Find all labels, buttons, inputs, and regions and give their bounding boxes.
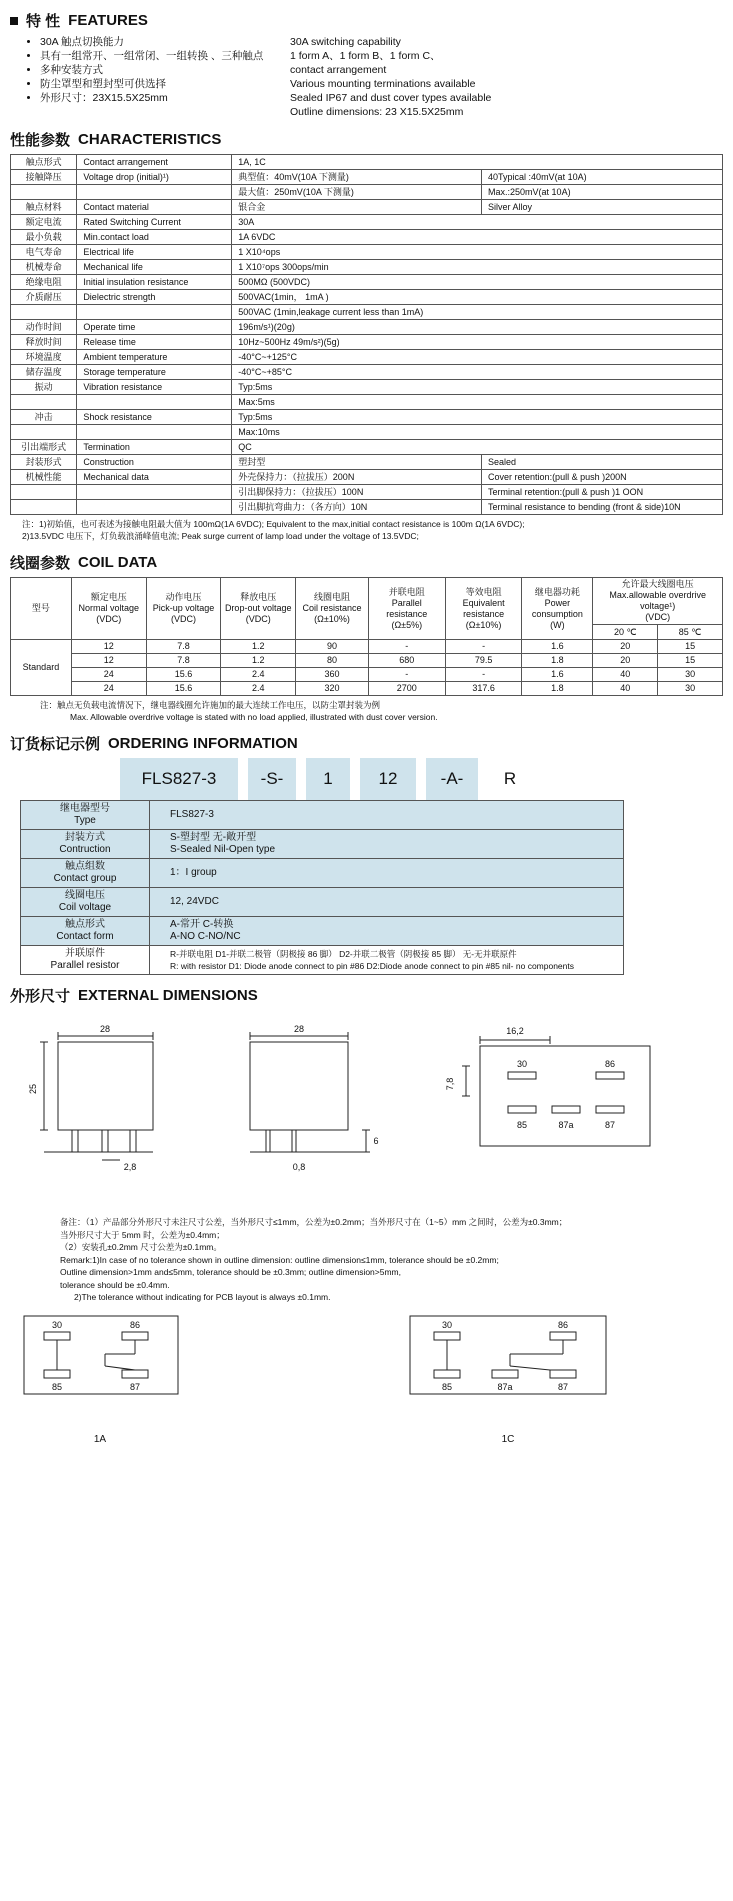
coil-notes (40, 699, 733, 723)
char-cell-en: Ambient temperature (77, 350, 232, 365)
code-type: FLS827-3 (120, 758, 238, 800)
table-row (11, 640, 723, 654)
note-line: 2)13.5VDC 电压下，灯负载浪涌峰值电流; Peak surge current of lamp load under the voltage of 13.5VDC; (22, 531, 419, 541)
char-cell-cn: 振动 (11, 380, 77, 395)
cell: 24 (71, 682, 146, 696)
char-cell-cn: 介质耐压 (11, 290, 77, 305)
char-cell-cn: 释放时间 (11, 335, 77, 350)
cell: 1.6 (522, 640, 593, 654)
ordering-heading-en: ORDERING INFORMATION (108, 735, 298, 752)
char-cell-cn: 封装形式 (11, 455, 77, 470)
char-cell-cn: 机械寿命 (11, 260, 77, 275)
cell: 40 (593, 668, 658, 682)
cell: 80 (296, 654, 369, 668)
cell: 15 (658, 640, 723, 654)
char-cell-en: Mechanical life (77, 260, 232, 275)
code-parallel-resistor: R (503, 769, 517, 788)
ordering-label-coil-voltage: 线圈电压 Coil voltage (21, 888, 150, 917)
cell: 2.4 (221, 682, 296, 696)
ordering-value-contact-form: A-常开 C-转换 A-NO C-NO/NC (150, 917, 624, 946)
schem-c-pin-87: 87 (557, 1381, 569, 1392)
list-item: 30A switching capability (290, 36, 401, 48)
char-cell-value: 500MΩ (500VDC) (232, 275, 723, 290)
features-cn-column (22, 35, 290, 119)
dimension-drawings (10, 1010, 723, 1210)
ordering-value-parallel-resistor: R-并联电阻 D1-并联二极管（阴极接 86 脚） D2-并联二极管（阴极接 85 脚） 无-无并联原件 R: with resistor D1: Diode anode connect to pin #86 D2:Diode anode connect to pin #85 nil- no components (150, 946, 624, 975)
features-en-column (290, 35, 620, 119)
ordering-code-row (120, 758, 723, 800)
pin-30-label: 30 (516, 1059, 528, 1069)
ordering-value-type: FLS827-3 (150, 801, 624, 830)
table-row (11, 455, 723, 470)
dim2-height-label: 6 (373, 1136, 379, 1146)
note-line: 注：触点无负载电流情况下，继电器线圈允许施加的最大连续工作电压，以防尘罩封装为例 (40, 700, 381, 710)
char-cell-value: 30A (232, 215, 723, 230)
schem-c-pin-30: 30 (441, 1319, 453, 1330)
characteristics-heading (10, 129, 733, 150)
cell: - (368, 668, 445, 682)
char-cell-value: 10Hz~500Hz 49m/s²)(5g) (232, 335, 723, 350)
cell: 7.8 (146, 640, 221, 654)
ordering-block (10, 758, 723, 975)
char-cell-value: -40°C~+125°C (232, 350, 723, 365)
remark-line: 备注：（1）产品部分外形尺寸未注尺寸公差，当外形尺寸≤1mm，公差为±0.2mm；当外形尺寸在（1~5）mm 之间时，公差为±0.3mm； (60, 1217, 568, 1227)
table-row (11, 215, 723, 230)
table-row (11, 185, 723, 200)
char-cell-en: Construction (77, 455, 232, 470)
cell: 1.2 (221, 654, 296, 668)
dimensions-heading-cn: 外形尺寸 (10, 988, 71, 1005)
char-cell-cn: 环境温度 (11, 350, 77, 365)
cell: 20 (593, 640, 658, 654)
coil-col-overdrive-20c: 20 ℃ (593, 625, 658, 640)
char-cell-en: Contact material (77, 200, 232, 215)
note-line: Max. Allowable overdrive voltage is stated with no load applied, illustrated with dust cover version. (70, 712, 438, 722)
char-cell-en: Contact arrangement (77, 155, 232, 170)
char-cell-cn: 最小负载 (11, 230, 77, 245)
dim2-pin-label: 0,8 (292, 1162, 306, 1172)
cell: 320 (296, 682, 369, 696)
char-cell-en: Electrical life (77, 245, 232, 260)
char-cell-value: 1A 6VDC (232, 230, 723, 245)
char-cell-cn: 接触降压 (11, 170, 77, 185)
coil-col-coil-resistance: 线圈电阻 Coil resistance (Ω±10%) (296, 578, 369, 640)
char-cell-en: Vibration resistance (77, 380, 232, 395)
char-cell-value: -40°C~+85°C (232, 365, 723, 380)
pin-87-label: 87 (604, 1120, 616, 1130)
table-row (11, 200, 723, 215)
cell: 12 (71, 640, 146, 654)
coil-col-dropout-voltage: 释放电压 Drop-out voltage (VDC) (221, 578, 296, 640)
coil-col-overdrive: 允许最大线圈电压 Max.allowable overdrive voltage¹) (VDC) (593, 578, 723, 625)
remark-line: Outline dimension>1mm and≤5mm, tolerance should be ±0.3mm; outline dimension>5mm, (60, 1267, 401, 1277)
char-cell-value: 典型值：40mV(10A 下测量) (232, 170, 482, 185)
char-cell-value: Max:5ms (232, 395, 723, 410)
cell: 680 (368, 654, 445, 668)
code-contact-form: -A- (426, 758, 478, 800)
table-row (21, 917, 624, 946)
remark-line: （2）安装孔±0.2mm 尺寸公差为±0.1mm。 (60, 1242, 222, 1252)
char-cell-value-en: 40Typical :40mV(at 10A) (482, 170, 723, 185)
cell: 1.2 (221, 640, 296, 654)
char-cell-en: Operate time (77, 320, 232, 335)
char-cell-value: 最大值：250mV(10A 下测量) (232, 185, 482, 200)
ordering-label-parallel-resistor: 并联原件 Parallel resistor (21, 946, 150, 975)
table-row (21, 859, 624, 888)
char-cell-en (77, 395, 232, 410)
char-cell-en: Release time (77, 335, 232, 350)
ordering-value-coil-voltage: 12, 24VDC (150, 888, 624, 917)
characteristics-table (10, 154, 723, 515)
schem-a-pin-30: 30 (51, 1319, 63, 1330)
coil-data-table (10, 577, 723, 696)
char-cell-en: Rated Switching Current (77, 215, 232, 230)
char-cell-value-en: Terminal resistance to bending (front & side)10N (482, 500, 723, 515)
table-row (11, 245, 723, 260)
coil-col-overdrive-85c: 85 ℃ (658, 625, 723, 640)
char-cell-value: 500VAC (1min,leakage current less than 1mA) (232, 305, 723, 320)
cell: - (368, 640, 445, 654)
char-cell-value-en: Terminal retention:(pull & push )1 OON (482, 485, 723, 500)
char-cell-value: 1 X10⁷ops 300ops/min (232, 260, 723, 275)
dimensions-heading (10, 985, 733, 1006)
coil-heading (10, 552, 733, 573)
table-row (11, 155, 723, 170)
coil-heading-cn: 线圈参数 (10, 555, 71, 572)
cell: 317.6 (445, 682, 522, 696)
char-cell-value: 外壳保持力：（拉拔压）200N (232, 470, 482, 485)
features-heading-en: FEATURES (68, 12, 148, 29)
list-item: • 外形尺寸：23X15.5X25mm (40, 91, 290, 105)
characteristics-heading-en: CHARACTERISTICS (78, 131, 222, 148)
char-cell-cn: 引出端形式 (11, 440, 77, 455)
cell: - (445, 640, 522, 654)
char-cell-cn (11, 305, 77, 320)
schem-a-pin-87: 87 (129, 1381, 141, 1392)
list-item: • 具有一组常开、一组常闭、一组转换 、三种触点 (40, 49, 290, 63)
schematic-1a-caption: 1A (93, 1433, 107, 1445)
char-cell-value: Typ:5ms (232, 380, 723, 395)
dim1-width-label: 28 (99, 1024, 111, 1034)
char-cell-cn (11, 425, 77, 440)
code-construction: -S- (248, 758, 296, 800)
char-cell-value: 1A, 1C (232, 155, 723, 170)
char-cell-value-en: Sealed (482, 455, 723, 470)
char-cell-cn: 冲击 (11, 410, 77, 425)
cell: 1.8 (522, 682, 593, 696)
char-cell-value: 塑封型 (232, 455, 482, 470)
list-item: • 防尘罩型和塑封型可供选择 (40, 77, 290, 91)
char-cell-value: 引出脚保持力：（拉拔压）100N (232, 485, 482, 500)
char-cell-en: Termination (77, 440, 232, 455)
cell: 30 (658, 668, 723, 682)
schem-a-pin-85: 85 (51, 1381, 63, 1392)
cell: 24 (71, 668, 146, 682)
table-header-row (11, 578, 723, 625)
char-cell-en (77, 185, 232, 200)
cell: - (445, 668, 522, 682)
list-item: • 多种安装方式 (40, 63, 290, 77)
table-row (11, 668, 723, 682)
table-row (11, 500, 723, 515)
list-item: 1 form A、1 form B、1 form C、 (290, 50, 441, 62)
table-row (11, 380, 723, 395)
cell: 1.8 (522, 654, 593, 668)
dim1-pin-label: 2,8 (123, 1162, 137, 1172)
char-cell-cn: 储存温度 (11, 365, 77, 380)
pin-86-label: 86 (604, 1059, 616, 1069)
features-block (22, 35, 733, 119)
coil-type-standard: Standard (11, 640, 72, 696)
table-row (11, 682, 723, 696)
schematic-1c-caption: 1C (501, 1433, 515, 1445)
cell: 1.6 (522, 668, 593, 682)
pin-85-label: 85 (516, 1120, 528, 1130)
table-row (11, 440, 723, 455)
char-cell-en (77, 485, 232, 500)
ordering-value-contact-group: 1：I group (150, 859, 624, 888)
features-heading-cn: 特 性 (26, 13, 61, 30)
char-cell-cn: 绝缘电阻 (11, 275, 77, 290)
remark-line: 2)The tolerance without indicating for PCB layout is always ±0.1mm. (74, 1292, 331, 1302)
pin-87a-label: 87a (558, 1120, 574, 1130)
list-item: Outline dimensions: 23 X15.5X25mm (290, 106, 464, 118)
char-cell-cn (11, 395, 77, 410)
list-item: contact arrangement (290, 64, 387, 76)
cell: 79.5 (445, 654, 522, 668)
char-cell-en: Dielectric strength (77, 290, 232, 305)
cell: 90 (296, 640, 369, 654)
cell: 2.4 (221, 668, 296, 682)
features-heading (10, 10, 733, 31)
coil-col-normal-voltage: 额定电压 Normal voltage (VDC) (71, 578, 146, 640)
char-cell-value: 银合金 (232, 200, 482, 215)
dim3-width-label: 16,2 (506, 1026, 524, 1036)
cell: 12 (71, 654, 146, 668)
coil-col-type-label: 型号 (31, 603, 50, 613)
remark-line: tolerance should be ±0.4mm. (60, 1279, 170, 1290)
char-cell-en: Min.contact load (77, 230, 232, 245)
cell: 30 (658, 682, 723, 696)
characteristics-heading-cn: 性能参数 (10, 132, 71, 149)
char-cell-cn: 额定电流 (11, 215, 77, 230)
table-row (11, 335, 723, 350)
char-cell-cn (11, 485, 77, 500)
char-cell-value: 500VAC(1min， 1mA ) (232, 290, 723, 305)
note-line: 注：1)初始值，也可表述为接触电阻最大值为 100mΩ(1A 6VDC); Equivalent to the max,initial contact resistance is 100m Ω(1A 6VDC); (22, 519, 525, 529)
square-bullet-icon (10, 17, 18, 25)
list-item: Various mounting terminations available (290, 78, 476, 90)
schem-a-pin-86: 86 (129, 1319, 141, 1330)
char-cell-cn: 触点材料 (11, 200, 77, 215)
table-row (11, 395, 723, 410)
char-cell-en: Shock resistance (77, 410, 232, 425)
table-row (11, 170, 723, 185)
table-row (11, 290, 723, 305)
char-cell-en: Voltage drop (initial)¹) (77, 170, 232, 185)
cell: 7.8 (146, 654, 221, 668)
char-cell-cn: 动作时间 (11, 320, 77, 335)
table-row (11, 320, 723, 335)
char-cell-cn: 电气寿命 (11, 245, 77, 260)
table-row (11, 425, 723, 440)
schematic-drawings (10, 1304, 723, 1445)
ordering-label-construction: 封装方式 Contruction (21, 830, 150, 859)
cell: 20 (593, 654, 658, 668)
list-item: Sealed IP67 and dust cover types available (290, 92, 492, 104)
dimension-svg (10, 1010, 723, 1205)
schem-c-pin-87a: 87a (497, 1381, 513, 1392)
table-row (21, 888, 624, 917)
char-cell-cn (11, 185, 77, 200)
char-cell-value-en: Cover retention:(pull & push )200N (482, 470, 723, 485)
cell: 360 (296, 668, 369, 682)
char-cell-en: Mechanical data (77, 470, 232, 485)
table-row (11, 365, 723, 380)
char-cell-cn: 触点形式 (11, 155, 77, 170)
cell: 15.6 (146, 682, 221, 696)
ordering-label-contact-form: 触点形式 Contact form (21, 917, 150, 946)
cell: 2700 (368, 682, 445, 696)
dim1-height-label: 25 (28, 1083, 38, 1095)
table-row (11, 275, 723, 290)
char-cell-cn (11, 500, 77, 515)
dim3-height-label: 7,8 (445, 1077, 455, 1091)
ordering-heading-cn: 订货标记示例 (10, 736, 101, 753)
char-cell-value-en: Max.:250mV(at 10A) (482, 185, 723, 200)
table-row (11, 654, 723, 668)
table-row (21, 801, 624, 830)
table-row (11, 260, 723, 275)
char-cell-value: 1 X10⁴ops (232, 245, 723, 260)
list-item: • 30A 触点切换能力 (40, 35, 290, 49)
table-row (11, 305, 723, 320)
table-row (21, 946, 624, 975)
cell: 15 (658, 654, 723, 668)
remark-line: 当外形尺寸大于 5mm 时，公差为±0.4mm； (60, 1229, 225, 1240)
char-cell-en (77, 305, 232, 320)
remark-block (60, 1216, 733, 1304)
cell: 40 (593, 682, 658, 696)
ordering-label-contact-group: 触点组数 Contact group (21, 859, 150, 888)
coil-col-power: 继电器功耗 Power consumption (W) (522, 578, 593, 640)
ordering-label-type: 继电器型号 Type (21, 801, 150, 830)
coil-col-pickup-voltage: 动作电压 Pick-up voltage (VDC) (146, 578, 221, 640)
char-cell-value: Max:10ms (232, 425, 723, 440)
table-row (11, 470, 723, 485)
ordering-heading (10, 733, 733, 754)
coil-col-parallel-resistance: 并联电阻 Parallel resistance (Ω±5%) (368, 578, 445, 640)
char-cell-en: Initial insulation resistance (77, 275, 232, 290)
table-row (11, 410, 723, 425)
dimensions-heading-en: EXTERNAL DIMENSIONS (78, 987, 258, 1004)
coil-heading-en: COIL DATA (78, 554, 158, 571)
char-cell-value: 引出脚抗弯曲力：（各方向）10N (232, 500, 482, 515)
table-row (11, 350, 723, 365)
ordering-value-construction: S-塑封型 无-敞开型 S-Sealed Nil-Open type (150, 830, 624, 859)
datasheet-page (0, 10, 733, 1445)
schem-c-pin-86: 86 (557, 1319, 569, 1330)
char-cell-en (77, 500, 232, 515)
dim2-width-label: 28 (293, 1024, 305, 1034)
char-cell-cn: 机械性能 (11, 470, 77, 485)
cell: 15.6 (146, 668, 221, 682)
remark-line: Remark:1)In case of no tolerance shown in outline dimension: outline dimension≤1mm, tolerance should be ±0.2mm; (60, 1254, 499, 1265)
table-row (11, 230, 723, 245)
char-cell-value-en: Silver Alloy (482, 200, 723, 215)
char-cell-value: QC (232, 440, 723, 455)
char-cell-en (77, 425, 232, 440)
char-cell-value: Typ:5ms (232, 410, 723, 425)
table-row (11, 485, 723, 500)
schem-c-pin-85: 85 (441, 1381, 453, 1392)
char-cell-en: Storage temperature (77, 365, 232, 380)
code-coil-voltage: 12 (360, 758, 416, 800)
table-row (21, 830, 624, 859)
coil-col-equivalent-resistance: 等效电阻 Equivalent resistance (Ω±10%) (445, 578, 522, 640)
characteristics-notes (22, 518, 733, 542)
char-cell-value: 196m/s¹)(20g) (232, 320, 723, 335)
code-contact-group: 1 (306, 758, 350, 800)
ordering-table (20, 800, 624, 975)
coil-col-type (11, 578, 72, 640)
schematic-svg (10, 1304, 723, 1434)
